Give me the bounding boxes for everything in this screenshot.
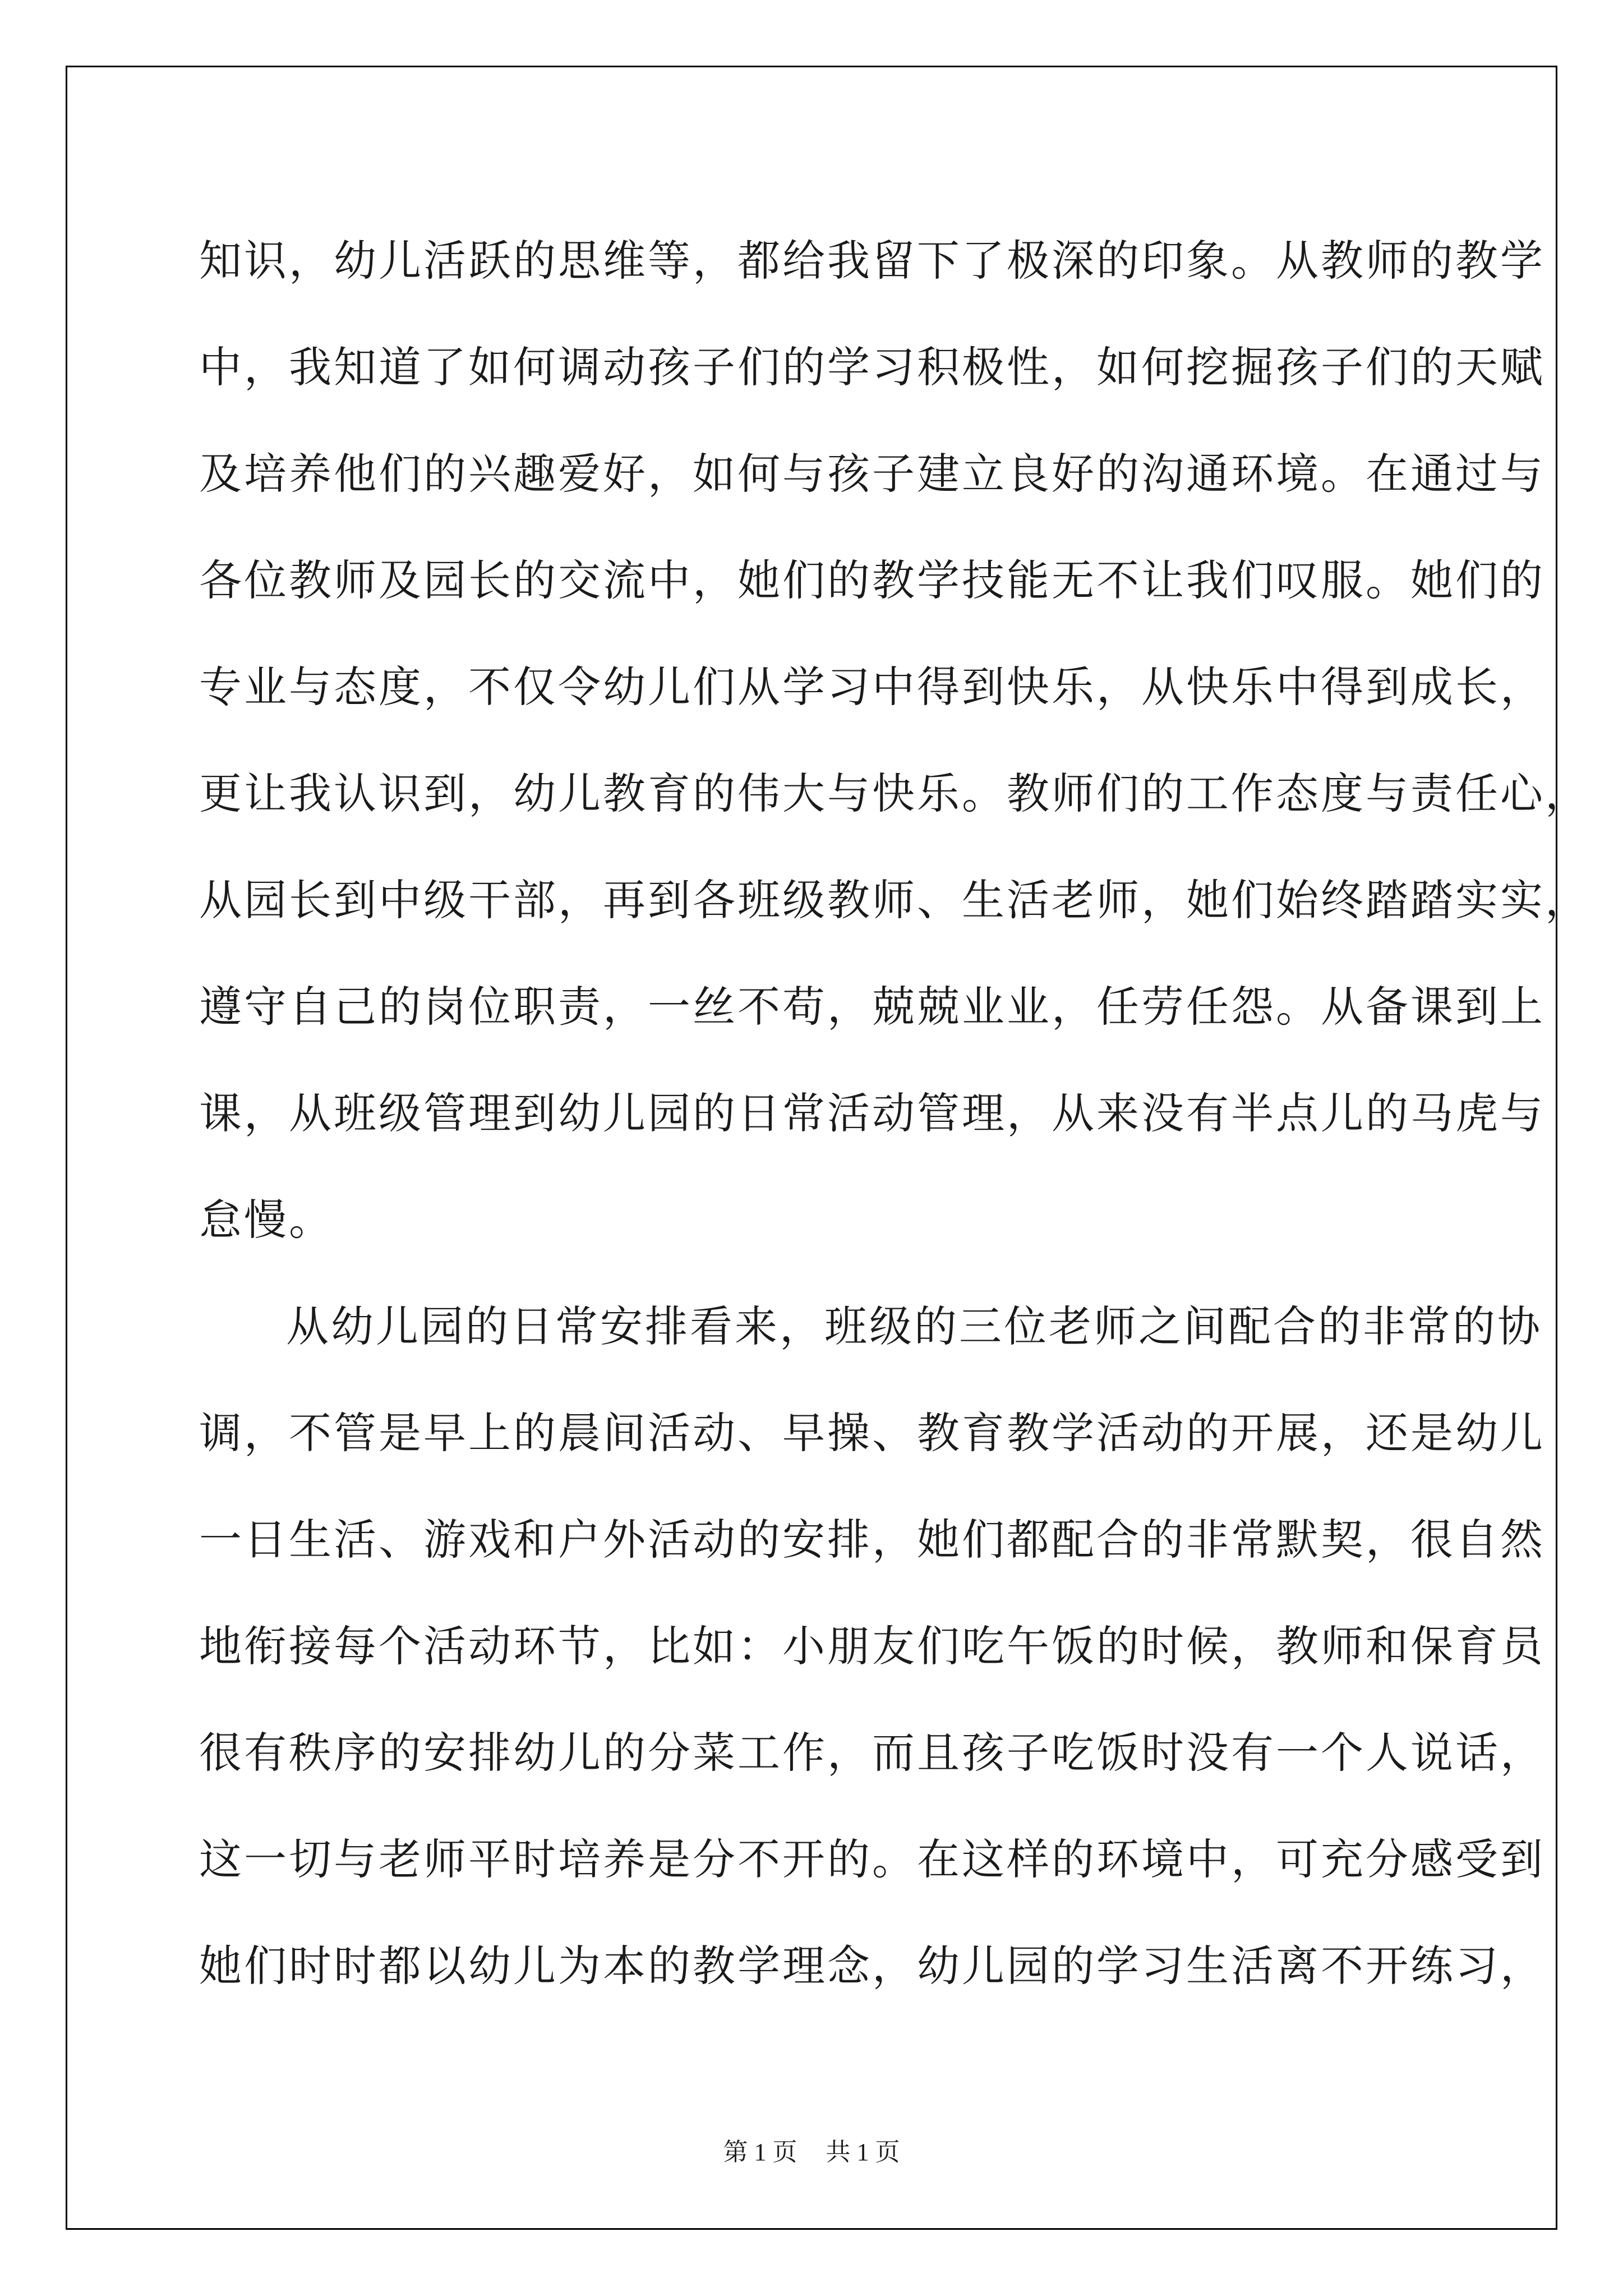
text-line: 她们时时都以幼儿为本的教学理念，幼儿园的学习生活离不开练习， (199, 1941, 1545, 1991)
text-line: 中，我知道了如何调动孩子们的学习积极性，如何挖掘孩子们的天赋 (199, 342, 1545, 392)
page-number: 第 1 页 (723, 2138, 797, 2166)
text-line: 更让我认识到，幼儿教育的伟大与快乐。教师们的工作态度与责任心， (199, 769, 1590, 818)
text-line: 从幼儿园的日常安排看来，班级的三位老师之间配合的非常的协 (286, 1301, 1542, 1351)
document-body (199, 208, 1590, 2019)
text-line: 课，从班级管理到幼儿园的日常活动管理，从来没有半点儿的马虎与 (199, 1088, 1545, 1138)
text-line: 从园长到中级干部，再到各班级教师、生活老师，她们始终踏踏实实， (199, 875, 1590, 925)
text-line: 怠慢。 (199, 1195, 334, 1245)
text-line: 地衔接每个活动环节，比如：小朋友们吃午饭的时候，教师和保育员 (199, 1621, 1545, 1671)
text-line: 一日生活、游戏和户外活动的安排，她们都配合的非常默契，很自然 (199, 1515, 1545, 1565)
text-line: 很有秩序的安排幼儿的分菜工作，而且孩子吃饭时没有一个人说话， (199, 1728, 1545, 1778)
text-line: 知识，幼儿活跃的思维等，都给我留下了极深的印象。从教师的教学 (199, 236, 1545, 286)
text-line: 遵守自己的岗位职责，一丝不苟，兢兢业业，任劳任怨。从备课到上 (199, 982, 1545, 1032)
text-line: 及培养他们的兴趣爱好，如何与孩子建立良好的沟通环境。在通过与 (199, 449, 1545, 499)
page-footer (0, 2132, 1623, 2168)
text-line: 这一切与老师平时培养是分不开的。在这样的环境中，可充分感受到 (199, 1834, 1545, 1884)
text-line: 专业与态度，不仅令幼儿们从学习中得到快乐，从快乐中得到成长， (199, 662, 1545, 712)
text-line: 各位教师及园长的交流中，她们的教学技能无不让我们叹服。她们的 (199, 555, 1545, 605)
page-total: 共 1 页 (826, 2138, 900, 2166)
paragraph-2 (199, 1273, 1545, 2019)
text-line: 调，不管是早上的晨间活动、早操、教育教学活动的开展，还是幼儿 (199, 1408, 1545, 1458)
paragraph-1 (199, 208, 1590, 1273)
